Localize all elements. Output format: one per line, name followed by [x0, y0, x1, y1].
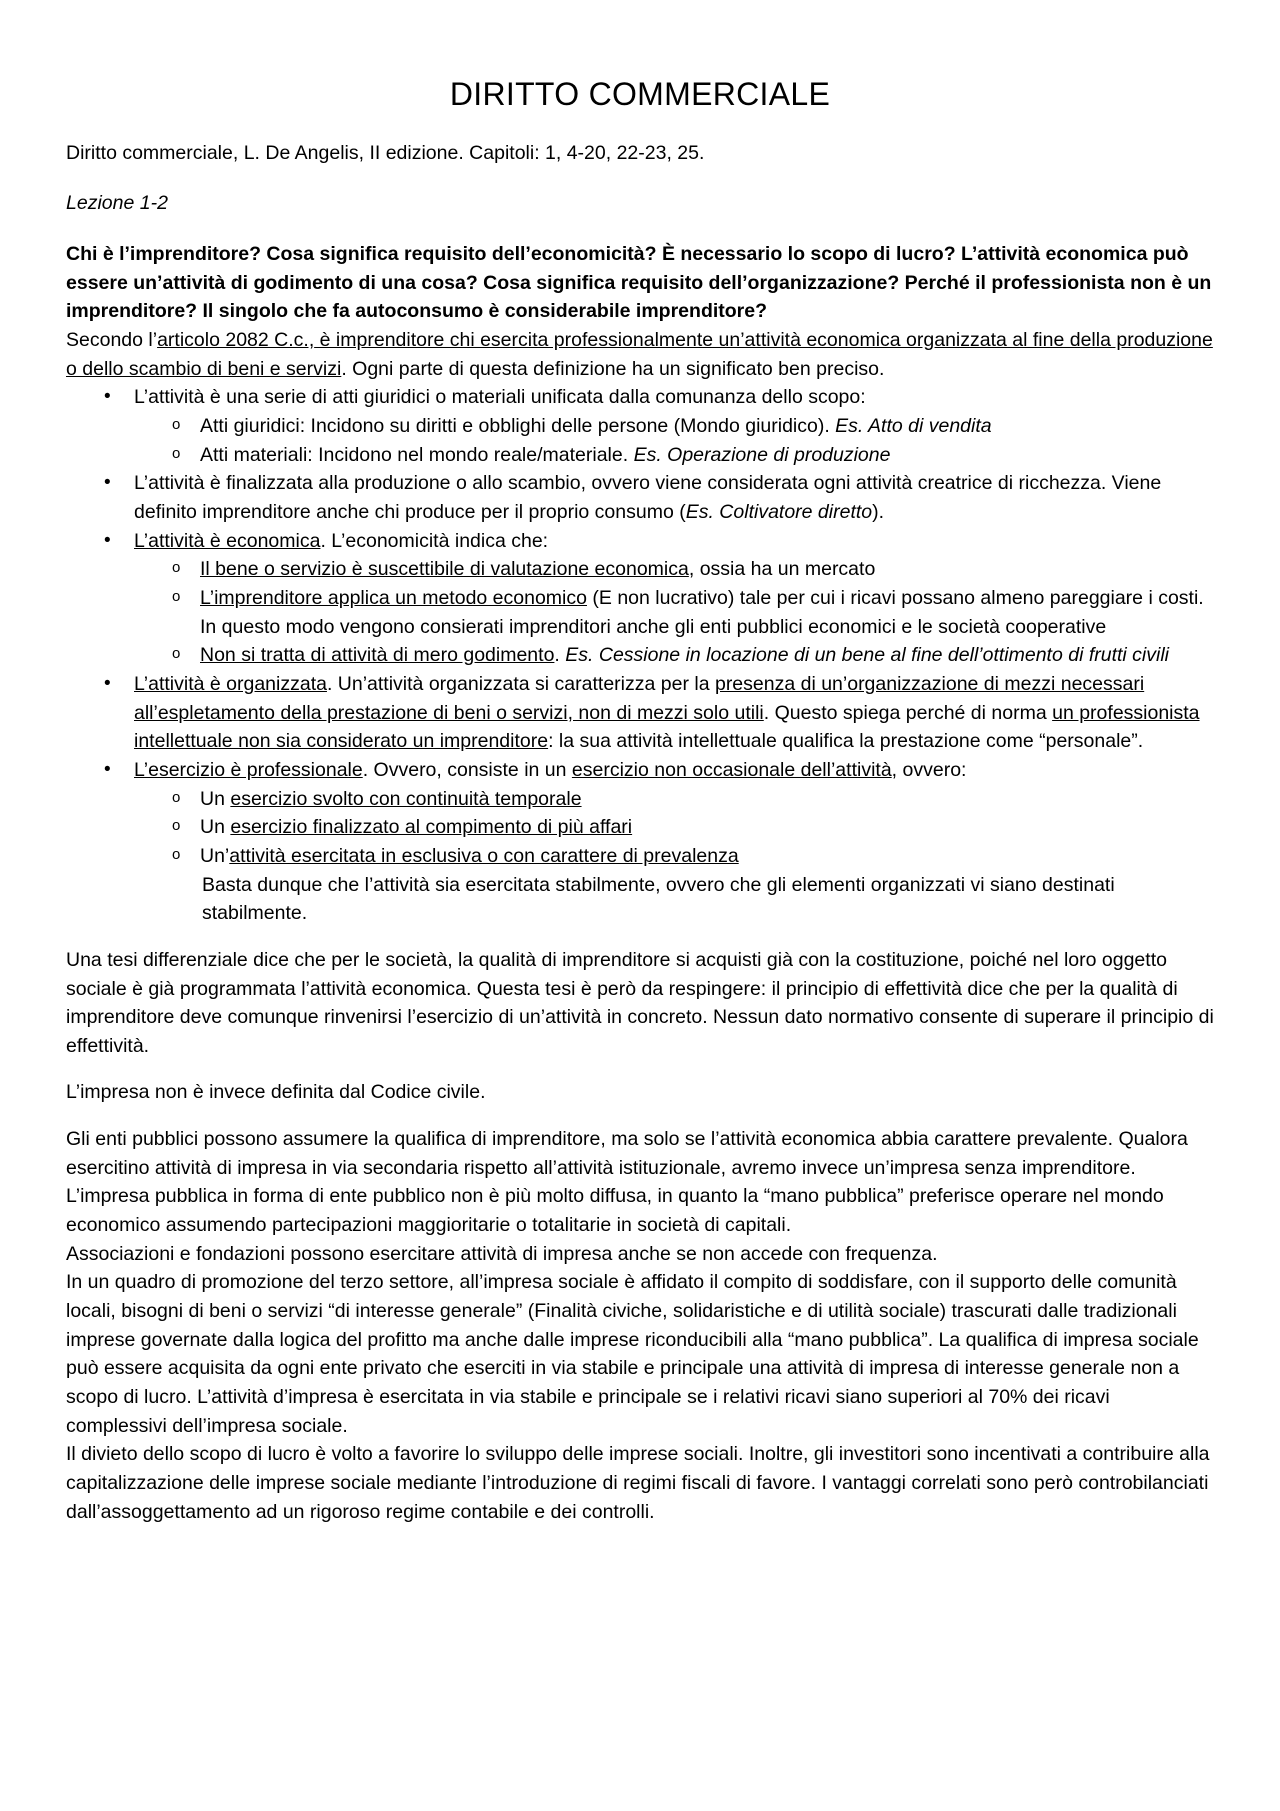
bullet-circle-icon: o — [172, 845, 181, 863]
sub-bullet-text: , ossia ha un mercato — [688, 558, 876, 581]
sub-bullet-text: Un’ — [200, 844, 230, 867]
bullet-text: L’attività è finalizzata alla produzione o allo scambio, ovvero viene considerata ogni attività creatrice di ricchezza. Viene definito imprenditore anche chi produce per il proprio consumo ( — [134, 472, 1162, 524]
definition-underlined-text: è imprenditore chi esercita professionalmente un’attività economica organizzata al fine della produzione o dello scambio di beni e servizi — [66, 329, 1213, 380]
bullet-circle-icon: o — [172, 559, 181, 577]
bullet-circle-icon: o — [172, 645, 181, 663]
bullet-key-term: L’esercizio è professionale — [134, 758, 363, 781]
list-item — [66, 527, 1214, 670]
bullet-text: . Un’attività organizzata si caratterizza per la — [326, 672, 715, 695]
sub-bullet-example: Es. Cessione in locazione di un bene al fine dell’ottimento di frutti civili — [565, 644, 1170, 667]
list-item — [134, 412, 1214, 441]
main-bullet-list — [66, 383, 1214, 927]
spacer — [66, 1060, 1214, 1078]
sub-bullet-key-term: esercizio finalizzato al compimento di più affari — [230, 816, 633, 839]
sub-bullet-list — [134, 412, 1214, 469]
lesson-label: Lezione 1-2 — [66, 192, 168, 215]
list-item — [134, 584, 1214, 641]
reference-line: Diritto commerciale, L. De Angelis, II edizione. Capitoli: 1, 4-20, 22-23, 25. — [66, 141, 705, 164]
bullet-text-2: . Questo spiega perché di norma — [763, 701, 1053, 724]
sub-bullet-text: Atti materiali: Incidono nel mondo reale/materiale. — [200, 443, 634, 466]
body-paragraph-7: Il divieto dello scopo di lucro è volto a favorire lo sviluppo delle imprese sociali. Inoltre, gli investitori sono incentivati a contribuire alla capitalizzazione delle imprese sociale mediante l’introduzione di regimi fiscali di favore. I vantaggi correlati sono però controbilanciati dall’assoggettamento ad un rigoroso regime contabile e dei controlli. — [66, 1443, 1210, 1523]
definition-article-reference: articolo 2082 C.c., — [157, 329, 315, 352]
list-item — [66, 383, 1214, 469]
bullet-circle-icon: o — [172, 817, 181, 835]
bullet-key-term: L’attività è organizzata — [134, 672, 327, 695]
body-paragraph-1: Una tesi differenziale dice che per le società, la qualità di imprenditore si acquisti già con la costituzione, poiché nel loro oggetto sociale è già programmata l’attività economica. Questa tesi è però da respingere: il principio di effettività dice che per la qualità di imprenditore deve comunque rinvenirsi l’esercizio di un’attività in concreto. Nessun dato normativo consente di superare il principio di effettività. — [66, 948, 1214, 1057]
bullet-text-end: ). — [872, 501, 885, 524]
list-item — [66, 469, 1214, 526]
sub-bullet-key-term: esercizio svolto con continuità temporale — [230, 787, 582, 810]
bullet-disc-icon: • — [104, 386, 111, 408]
sub-bullet-example: Es. Atto di vendita — [835, 415, 992, 438]
bullet-key-term-2: presenza di un’organizzazione di mezzi necessari all’espletamento della prestazione di beni o servizi, non di mezzi solo utili — [134, 672, 1145, 724]
list-item — [66, 756, 1214, 928]
bullet-disc-icon: • — [104, 672, 111, 694]
bullet-text: . Ovvero, consiste in un — [362, 758, 572, 781]
body-paragraph-3: Gli enti pubblici possono assumere la qualifica di imprenditore, ma solo se l’attività economica abbia carattere prevalente. Qualora esercitino attività di impresa in via secondaria rispetto all’attività istituzionale, avremo invece un’impresa senza imprenditore. — [66, 1128, 1188, 1179]
list-item — [134, 813, 1214, 842]
bullet-circle-icon: o — [172, 587, 181, 605]
bullet-text-3: : la sua attività intellettuale qualifica la prestazione come “personale”. — [548, 730, 1144, 753]
bullet-text: L’attività è una serie di atti giuridici o materiali unificata dalla comunanza dello scopo: — [134, 386, 866, 409]
sub-bullet-text: Un — [200, 787, 231, 810]
sub-bullet-example: Es. Operazione di produzione — [633, 443, 891, 466]
sub-bullet-text: (E non lucrativo) tale per cui i ricavi possano almeno pareggiare i costi. In questo modo vengono consierati imprenditori anche gli enti pubblici economici e le società cooperative — [200, 586, 1204, 638]
bullet-circle-icon: o — [172, 444, 181, 462]
bullet-disc-icon: • — [104, 758, 111, 780]
questions-block: Chi è l’imprenditore? Cosa significa requisito dell’economicità? È necessario lo scopo di lucro? L’attività economica può essere un’attività di godimento di una cosa? Cosa significa requisito dell’organizzazione? Perché il professionista non è un imprenditore? Il singolo che fa autoconsumo è considerabile imprenditore? — [66, 243, 1212, 323]
sub-bullet-text: Un — [200, 816, 231, 839]
bullet-circle-icon: o — [172, 416, 181, 434]
bullet-text: . L’economicità indica che: — [320, 529, 549, 552]
bullet-key-term-3: un professionista intellettuale non sia considerato un imprenditore — [134, 701, 1200, 753]
body-paragraph-6: In un quadro di promozione del terzo settore, all’impresa sociale è affidato il compito di soddisfare, con il supporto delle comunità locali, bisogni di beni o servizi “di interesse generale” (Finalità civiche, solidaristiche e di utilità sociale) trascurati dalle tradizionali imprese governate dalla logica del profitto ma anche dalle imprese riconducibili alla “mano pubblica”. La qualifica di impresa sociale può essere acquisita da ogni ente privato che eserciti in via stabile e principale una attività di impresa di interesse generale non a scopo di lucro. L’attività d’impresa è esercitata in via stabile e principale se i relativi ricavi siano superiori al 70% dei ricavi complessivi dell’impresa sociale. — [66, 1271, 1199, 1437]
bullet-example: Es. Coltivatore diretto — [685, 501, 873, 524]
bullet-disc-icon: • — [104, 472, 111, 494]
list-item — [134, 785, 1214, 814]
bullet-disc-icon: • — [104, 529, 111, 551]
body-paragraph-5: Associazioni e fondazioni possono esercitare attività di impresa anche se non accede con frequenza. — [66, 1242, 938, 1265]
sub-bullet-text: . — [554, 644, 566, 667]
spacer — [66, 928, 1214, 946]
sub-bullet-list — [134, 555, 1214, 670]
bullet-key-term-2: esercizio non occasionale dell’attività — [571, 758, 892, 781]
definition-tail: . Ogni parte di questa definizione ha un significato ben preciso. — [341, 357, 885, 380]
sub-bullet-key-term: Il bene o servizio è suscettibile di valutazione economica — [200, 558, 689, 581]
spacer — [66, 1107, 1214, 1125]
body-paragraph-4: L’impresa pubblica in forma di ente pubblico non è più molto diffusa, in quanto la “mano pubblica” preferisce operare nel mondo economico assumendo partecipazioni maggioritarie o totalitarie in società di capitali. — [66, 1185, 1164, 1237]
list-item — [66, 670, 1214, 756]
list-item — [134, 641, 1214, 670]
bullet-text-2: , ovvero: — [891, 758, 967, 781]
bullet-key-term: L’attività è economica — [134, 529, 321, 552]
bullet-trailer-text: Basta dunque che l’attività sia esercitata stabilmente, ovvero che gli elementi organizzati vi siano destinati stabilmente. — [202, 873, 1115, 925]
list-item — [134, 441, 1214, 470]
sub-bullet-text: Atti giuridici: Incidono su diritti e obblighi delle persone (Mondo giuridico). — [200, 415, 836, 438]
sub-bullet-key-term: attività esercitata in esclusiva o con carattere di prevalenza — [229, 844, 739, 867]
body-paragraph-2: L’impresa non è invece definita dal Codice civile. — [66, 1081, 486, 1104]
page-title: DIRITTO COMMERCIALE — [449, 76, 831, 112]
sub-bullet-list — [134, 785, 1214, 871]
sub-bullet-key-term: Non si tratta di attività di mero godimento — [200, 644, 555, 667]
definition-paragraph — [66, 326, 1214, 383]
list-item — [134, 555, 1214, 584]
definition-lead: Secondo l’ — [66, 329, 158, 352]
sub-bullet-key-term: L’imprenditore applica un metodo economico — [200, 586, 587, 609]
list-item — [134, 842, 1214, 871]
bullet-circle-icon: o — [172, 788, 181, 806]
